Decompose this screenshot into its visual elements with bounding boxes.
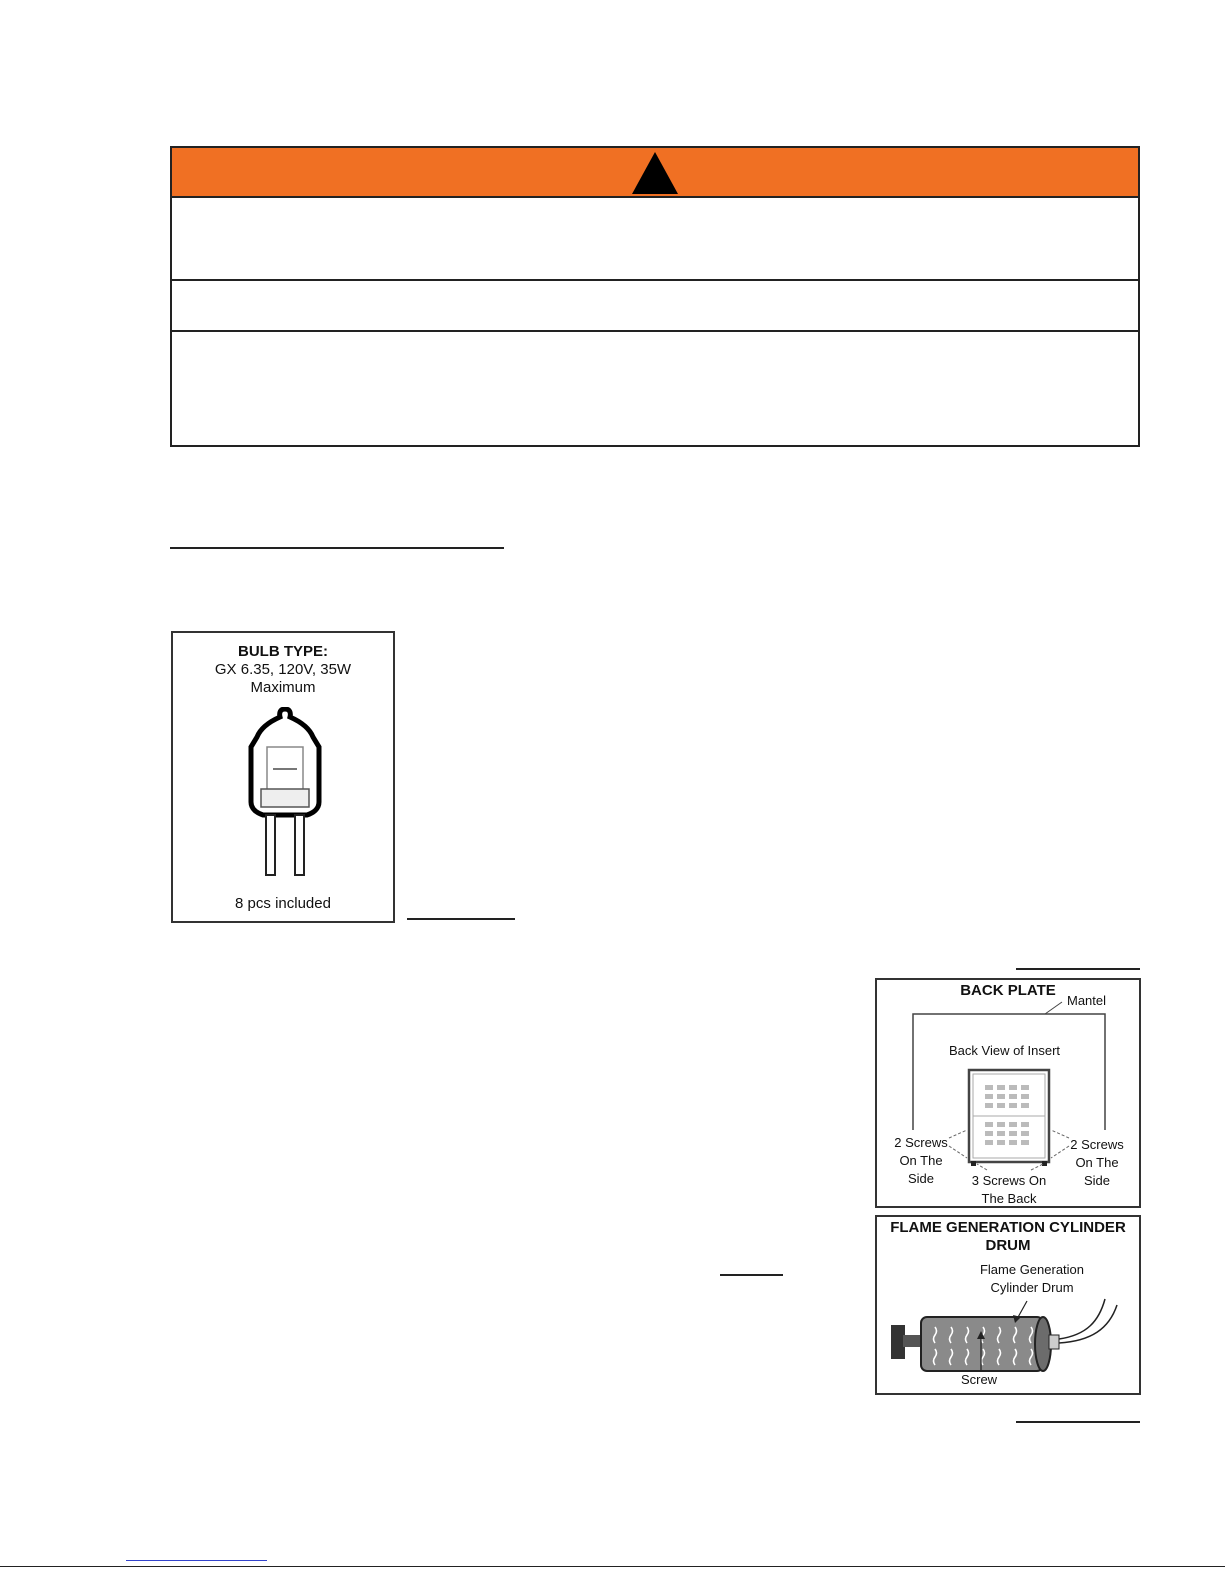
left-screws-line: 2 Screws: [894, 1135, 948, 1150]
figure-caption-underline: [407, 918, 515, 920]
bulb-spec-max: Maximum: [250, 679, 316, 696]
right-screws-line: 2 Screws: [1070, 1137, 1124, 1152]
right-side-screws-label: [1065, 1136, 1129, 1190]
bulb-spec: GX 6.35, 120V, 35W: [214, 661, 352, 678]
bulb-type-figure: [171, 631, 395, 923]
figure-heading-underline: [1016, 968, 1140, 970]
footer-rule: [0, 1566, 1225, 1567]
figure-caption-underline: [1016, 1421, 1140, 1423]
left-screws-line: Side: [907, 1171, 935, 1186]
cylinder-title-line: FLAME GENERATION CYLINDER: [890, 1219, 1126, 1236]
warning-triangle-icon: [632, 152, 678, 194]
back-screws-label: [959, 1172, 1059, 1208]
inline-underline: [720, 1274, 783, 1276]
warning-divider: [172, 330, 1138, 332]
footer-link-underline[interactable]: [126, 1560, 267, 1561]
mantel-label: Mantel: [1067, 993, 1107, 1008]
back-plate-title: BACK PLATE: [960, 982, 1056, 999]
bulb-quantity: 8 pcs included: [235, 895, 331, 912]
warning-box: [170, 146, 1140, 447]
cylinder-title-line: DRUM: [985, 1237, 1031, 1254]
back-screws-line: The Back: [981, 1191, 1037, 1206]
back-view-label: Back View of Insert: [949, 1043, 1061, 1058]
section-heading-underline: [170, 547, 504, 549]
back-plate-figure: [875, 978, 1141, 1208]
halogen-bulb-icon: [233, 707, 337, 879]
warning-divider: [172, 279, 1138, 281]
drum-label-line: Cylinder Drum: [990, 1280, 1074, 1295]
right-screws-line: On The: [1075, 1155, 1119, 1170]
warning-header: [172, 148, 1138, 198]
back-screws-line: 3 Screws On: [971, 1173, 1047, 1188]
left-screws-line: On The: [899, 1153, 943, 1168]
drum-label-line: Flame Generation: [979, 1262, 1085, 1277]
right-screws-line: Side: [1083, 1173, 1111, 1188]
screw-label: Screw: [960, 1372, 998, 1387]
bulb-type-title: BULB TYPE:: [238, 643, 328, 660]
left-side-screws-label: [889, 1134, 953, 1188]
flame-cylinder-figure: [875, 1215, 1141, 1395]
cylinder-drum-drawing: [877, 1217, 1139, 1393]
